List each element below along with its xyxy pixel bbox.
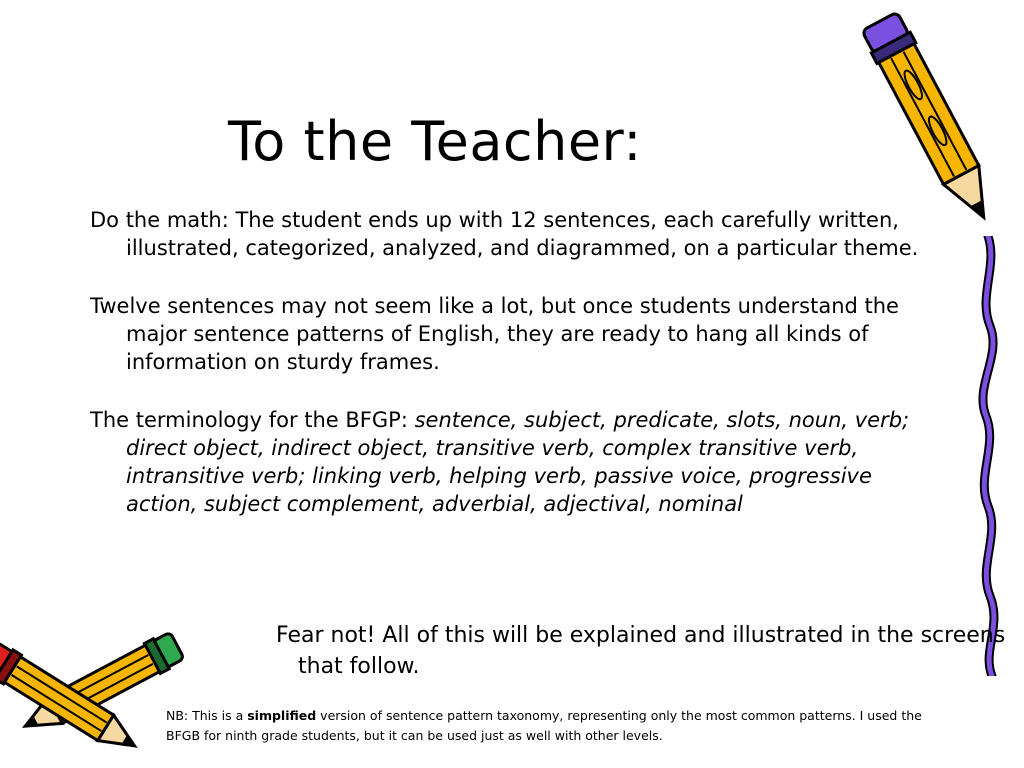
terminology-lead: The terminology for the BFGP:	[90, 408, 415, 432]
body-text	[90, 206, 940, 548]
callout-text: Fear not! All of this will be explained and illustrated in the screens that follow.	[276, 623, 1006, 679]
paragraph-math: Do the math: The student ends up with 12 sentences, each carefully written, illustrated, categorized, analyzed, and diagrammed, on a particular theme.	[90, 208, 919, 260]
terminology-terms: sentence, subject, predicate, slots, noun, verb; direct object, indirect object, transitive verb, complex transitive verb, intransitive verb; linking verb, helping verb, passive voice, progressive action, subject complement, adverbial, adjectival, nominal	[126, 408, 910, 516]
footnote	[166, 706, 956, 746]
footnote-after: version of sentence pattern taxonomy, representing only the most common patterns. I used the BFGB for ninth grade students, but it can be used just as well with other levels.	[166, 708, 922, 743]
page-title: To the Teacher:	[228, 110, 643, 173]
footnote-bold: simplified	[247, 708, 317, 723]
decorative-squiggle-icon	[968, 236, 1020, 676]
paragraph-terminology	[90, 406, 940, 518]
paragraph-twelve-sentences: Twelve sentences may not seem like a lot, but once students understand the major sentence patterns of English, they are ready to hang all kinds of information on sturdy frames.	[90, 294, 899, 374]
footnote-before: NB: This is a	[166, 708, 248, 723]
